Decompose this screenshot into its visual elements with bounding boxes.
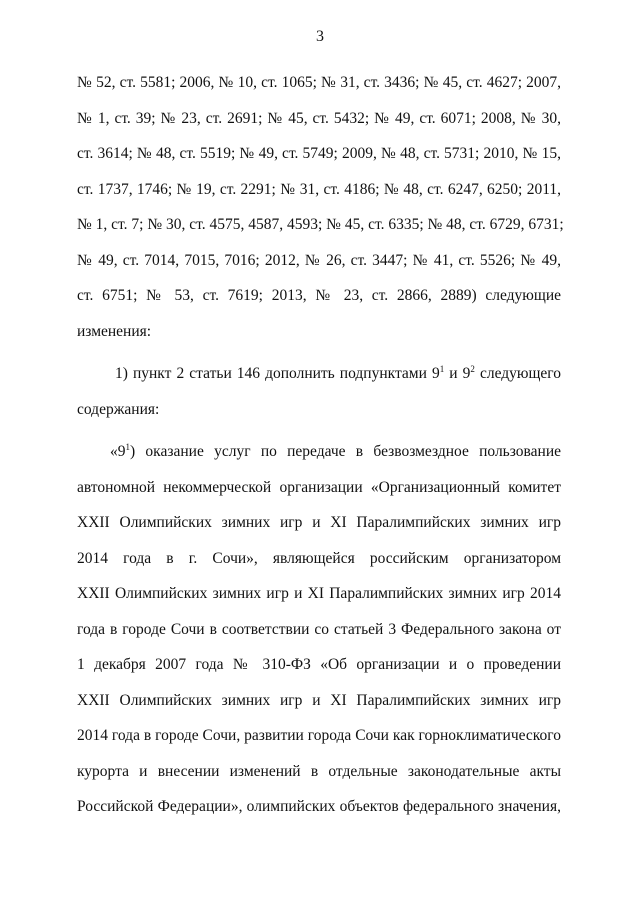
page-number: 3 (316, 28, 324, 45)
text-line: XXII Олимпийских зимних игр и XI Паралимпийских зимних игр 2014 (77, 585, 561, 602)
text-line: изменения: (77, 322, 152, 340)
text-line: № 1, ст. 7; № 30, ст. 4575, 4587, 4593; № 45, ст. 6335; № 48, ст. 6729, 6731; (77, 216, 564, 233)
text-line: ст. 3614; № 48, ст. 5519; № 49, ст. 5749; 2009, № 48, ст. 5731; 2010, № 15, (77, 145, 561, 162)
item-1-second-line: содержания: (77, 400, 160, 418)
text-line: 2014 года в городе Сочи, развитии города Сочи как горноклиматического (77, 727, 561, 744)
text-line: ст. 1737, 1746; № 19, ст. 2291; № 31, ст. 4186; № 48, ст. 6247, 6250; 2011, (77, 180, 561, 198)
text-line: 2014 года в г. Сочи», являющейся российским организатором (77, 549, 561, 567)
text-line: XXII Олимпийских зимних игр и XI Паралимпийских зимних игр (77, 514, 561, 531)
quote-first-line (77, 434, 561, 470)
text-line: Российской Федерации», олимпийских объектов федерального значения, (77, 798, 561, 815)
superscript: 1 (439, 363, 445, 374)
text-line: № 1, ст. 39; № 23, ст. 2691; № 45, ст. 5432; № 49, ст. 6071; 2008, № 30, (77, 109, 561, 127)
item-1-middle: и 9 (444, 365, 471, 382)
superscript: 2 (470, 363, 475, 374)
text-line: № 49, ст. 7014, 7015, 7016; 2012, № 26, ст. 3447; № 41, ст. 5526; № 49, (77, 251, 561, 269)
text-line: 1 декабря 2007 года № 310-ФЗ «Об организации и о проведении (77, 656, 561, 673)
item-1-suffix: следующего (474, 365, 561, 382)
quote-first-rest: ) оказание услуг по передаче в безвозмездное пользование (130, 443, 561, 460)
superscript: 1 (125, 441, 130, 452)
item-1-first-line (77, 356, 561, 392)
item-1-prefix: 1) пункт 2 статьи 146 дополнить подпунктами 9 (115, 365, 440, 382)
text-line: XXII Олимпийских зимних игр и XI Паралимпийских зимних игр (77, 691, 561, 709)
text-line: ст. 6751; № 53, ст. 7619; 2013, № 23, ст. 2866, 2889) следующие (77, 287, 561, 304)
text-line: автономной некоммерческой организации «Организационный комитет (77, 478, 561, 496)
text-line: курорта и внесении изменений в отдельные законодательные акты (77, 762, 561, 780)
quote-open: «9 (110, 443, 126, 460)
document-body (77, 65, 564, 825)
text-line: № 52, ст. 5581; 2006, № 10, ст. 1065; № 31, ст. 3436; № 45, ст. 4627; 2007, (77, 74, 561, 91)
text-line: года в городе Сочи в соответствии со статьей 3 Федерального закона от (77, 620, 561, 638)
